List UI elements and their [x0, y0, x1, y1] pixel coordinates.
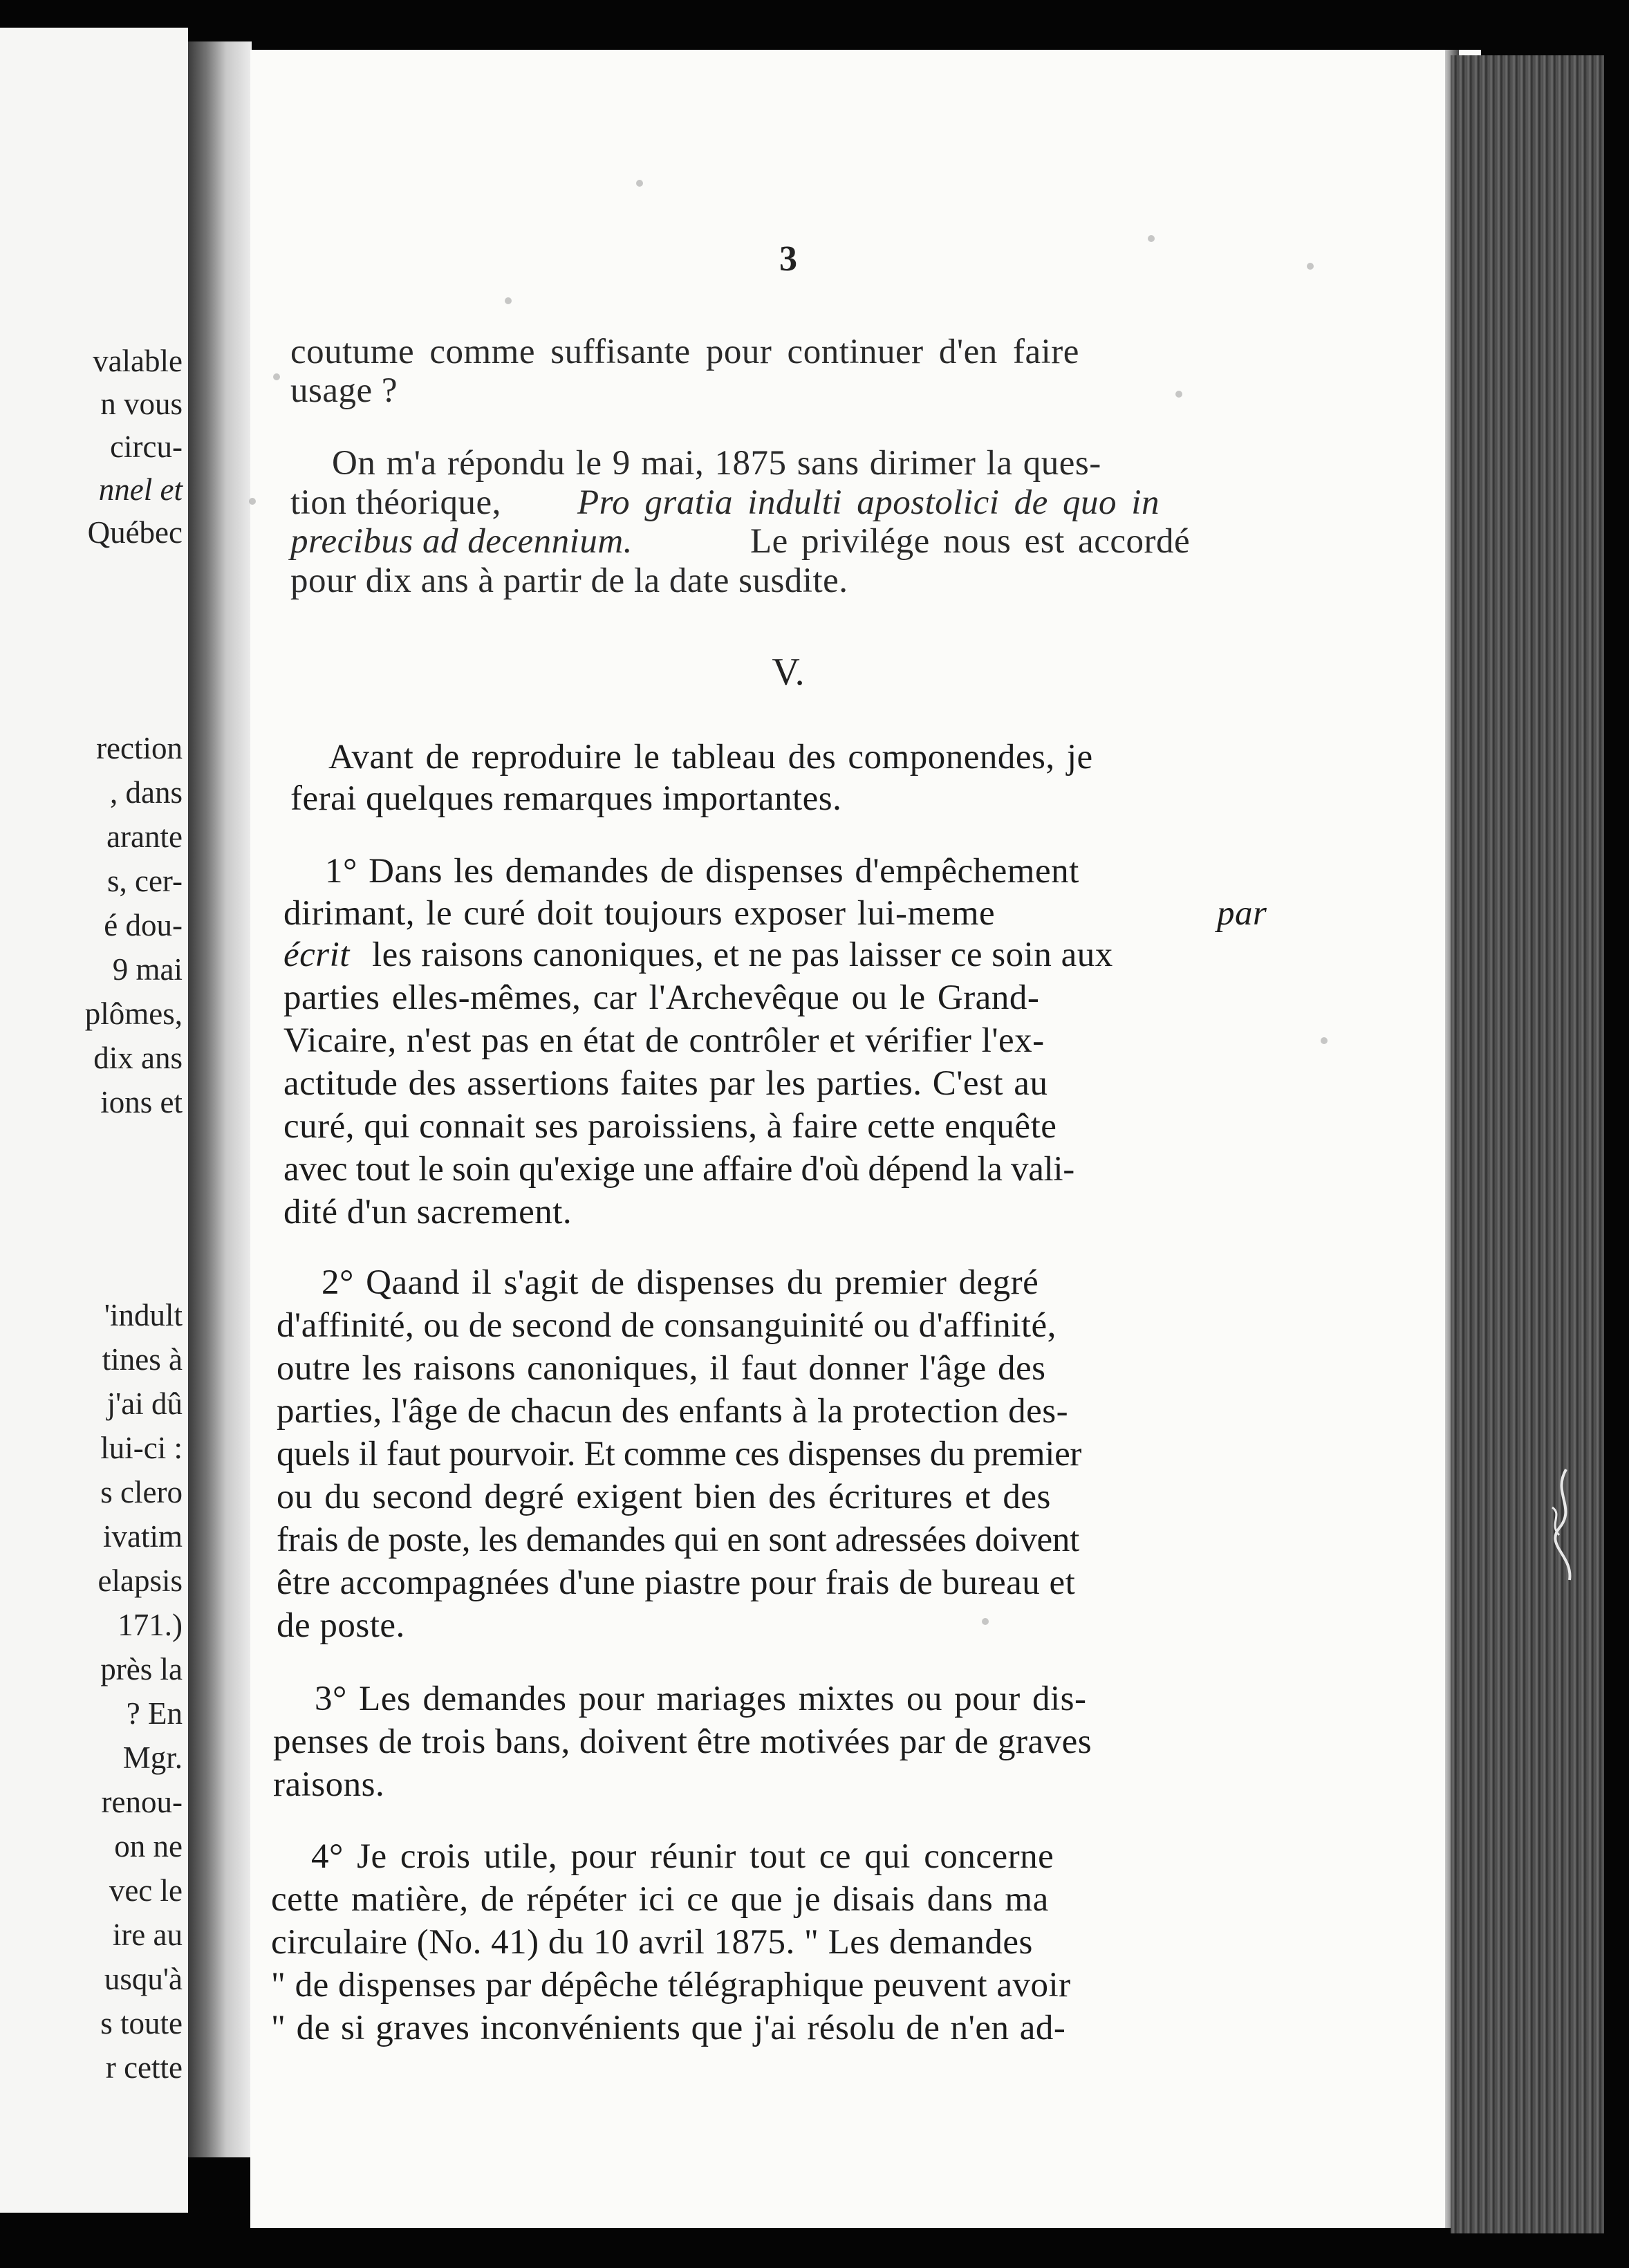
- text-line: pour dix ans à partir de la date susdite.: [290, 561, 848, 600]
- scan-speck: [982, 1618, 989, 1625]
- scan-speck: [1148, 235, 1155, 242]
- left-fragment: près la: [100, 1652, 183, 1686]
- italic-latin-phrase: Pro gratia indulti apostolici de quo in: [577, 483, 1160, 522]
- left-fragment: ire au: [112, 1917, 183, 1952]
- text-line: coutume comme suffisante pour continuer d'en faire: [290, 333, 1079, 371]
- scan-speck: [505, 297, 512, 304]
- left-fragment: rection: [96, 731, 183, 765]
- text-line: dirimant, le curé doit toujours exposer lui-meme: [283, 894, 996, 933]
- scan-speck: [273, 373, 280, 380]
- italic-word: par: [1217, 894, 1267, 933]
- scan-artifact-squiggle: [1538, 1466, 1587, 1583]
- left-fragment: valable: [93, 344, 183, 378]
- text-line: parties, l'âge de chacun des enfants à la protection des-: [277, 1392, 1069, 1431]
- text-line: de poste.: [277, 1606, 405, 1645]
- left-fragment: on ne: [114, 1829, 183, 1863]
- text-line: les raisons canoniques, et ne pas laisser ce soin aux: [372, 936, 1113, 974]
- left-fragment: ions et: [100, 1085, 183, 1119]
- left-fragment: , dans: [110, 775, 183, 810]
- left-fragment: arante: [106, 819, 183, 854]
- text-line: actitude des assertions faites par les parties. C'est au: [283, 1064, 1048, 1103]
- left-fragment: ivatim: [103, 1519, 183, 1554]
- text-line: raisons.: [273, 1765, 385, 1804]
- scan-speck: [636, 180, 643, 187]
- left-fragment: r cette: [105, 2050, 183, 2085]
- text-line: parties elles-mêmes, car l'Archevêque ou le Grand-: [283, 978, 1040, 1017]
- left-fragment: renou-: [101, 1785, 183, 1819]
- italic-word: écrit: [283, 936, 350, 974]
- left-fragment: usqu'à: [104, 1962, 183, 1996]
- left-fragment: ? En: [126, 1696, 183, 1731]
- scan-speck: [1175, 391, 1182, 398]
- text-line: penses de trois bans, doivent être motivées par de graves: [273, 1722, 1092, 1761]
- text-line: On m'a répondu le 9 mai, 1875 sans dirimer la ques-: [332, 444, 1101, 483]
- left-fragment: lui-ci :: [100, 1431, 183, 1465]
- text-line: être accompagnées d'une piastre pour frais de bureau et: [277, 1563, 1076, 1602]
- left-fragment: 'indult: [104, 1298, 183, 1332]
- text-line: usage ?: [290, 371, 398, 410]
- text-line: outre les raisons canoniques, il faut donner l'âge des: [277, 1349, 1046, 1388]
- text-line: quels il faut pourvoir. Et comme ces dispenses du premier: [277, 1435, 1082, 1474]
- text-line: Vicaire, n'est pas en état de contrôler et vérifier l'ex-: [283, 1021, 1045, 1060]
- page-number: 3: [779, 239, 797, 279]
- text-line: 4° Je crois utile, pour réunir tout ce qui concerne: [311, 1837, 1054, 1876]
- text-line: frais de poste, les demandes qui en sont adressées doivent: [277, 1521, 1079, 1559]
- text-line: " de si graves inconvénients que j'ai résolu de n'en ad-: [271, 2009, 1066, 2047]
- text-line: " de dispenses par dépêche télégraphique peuvent avoir: [271, 1966, 1071, 2005]
- text-line: 3° Les demandes pour mariages mixtes ou pour dis-: [315, 1680, 1087, 1718]
- left-fragment: s, cer-: [106, 864, 183, 898]
- text-line: 2° Qaand il s'agit de dispenses du premier degré: [322, 1263, 1039, 1302]
- text-line: ferai quelques remarques importantes.: [290, 779, 842, 818]
- section-heading: V.: [772, 651, 805, 694]
- text-line: circulaire (No. 41) du 10 avril 1875. " Les demandes: [271, 1923, 1033, 1962]
- left-fragment: j'ai dû: [106, 1386, 183, 1421]
- scan-speck: [249, 498, 256, 505]
- italic-latin-phrase: precibus ad decennium.: [290, 522, 633, 561]
- left-fragment: plômes,: [84, 996, 183, 1031]
- left-fragment: 171.): [118, 1608, 183, 1642]
- left-fragment: tines à: [102, 1342, 183, 1377]
- text-line: cette matière, de répéter ici ce que je disais dans ma: [271, 1880, 1049, 1919]
- left-fragment: circu-: [110, 429, 183, 464]
- left-fragment: nnel et: [98, 472, 183, 507]
- left-fragment: n vous: [100, 387, 183, 421]
- text-line: 1° Dans les demandes de dispenses d'empêchement: [325, 852, 1079, 891]
- text-line: avec tout le soin qu'exige une affaire d'où dépend la vali-: [283, 1150, 1074, 1189]
- left-fragment: 9 mai: [112, 952, 183, 987]
- left-facing-page: [0, 28, 188, 2213]
- text-line: dité d'un sacrement.: [283, 1193, 573, 1231]
- left-fragment: elapsis: [97, 1563, 183, 1598]
- text-line: curé, qui connait ses paroissiens, à faire cette enquête: [283, 1107, 1057, 1146]
- left-fragment: dix ans: [93, 1041, 183, 1075]
- left-fragment: é dou-: [104, 908, 183, 942]
- left-fragment: s clero: [100, 1475, 183, 1509]
- text-line: Avant de reproduire le tableau des componendes, je: [328, 738, 1093, 777]
- scan-speck: [1321, 1037, 1328, 1044]
- left-fragment: Québec: [87, 515, 183, 550]
- text-line: tion théorique,: [290, 483, 501, 522]
- book-page-edges: [1451, 55, 1604, 2233]
- book-gutter: [188, 41, 252, 2157]
- left-fragment: s toute: [100, 2006, 183, 2041]
- scan-speck: [1307, 263, 1314, 270]
- text-line: Le privilége nous est accordé: [750, 522, 1191, 561]
- text-line: d'affinité, ou de second de consanguinité ou d'affinité,: [277, 1306, 1056, 1345]
- text-line: ou du second degré exigent bien des écritures et des: [277, 1478, 1051, 1516]
- left-fragment: Mgr.: [122, 1740, 183, 1775]
- left-fragment: vec le: [109, 1873, 183, 1908]
